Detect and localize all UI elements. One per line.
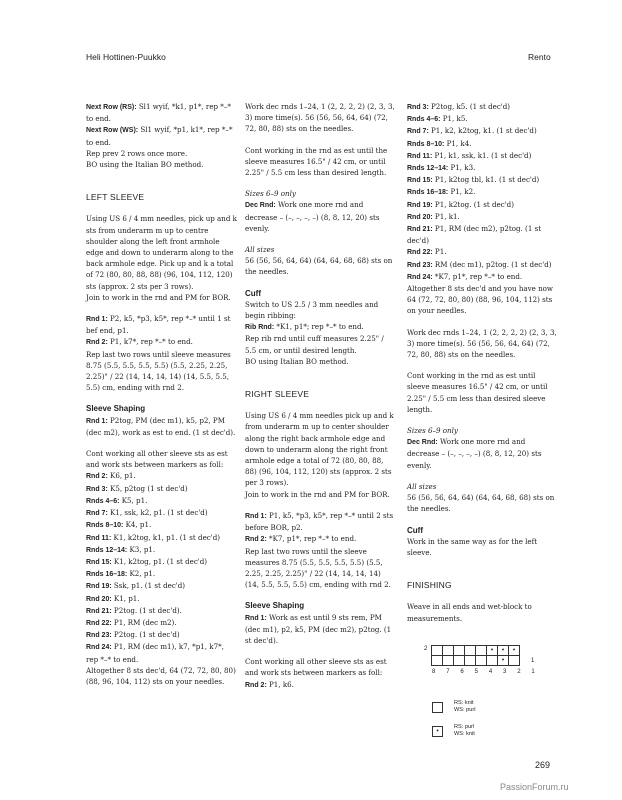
paragraph: Altogether 8 sts dec'd and you have now 64 (72, 72, 80, 80) (88, 96, 104, 112) sts on your needles. (407, 284, 553, 316)
chart-cell (454, 656, 465, 666)
paragraph: Switch to US 2.5 / 3 mm needles and begin ribbing: (245, 299, 379, 321)
size-note: All sizes (245, 245, 275, 255)
instruction-line: Rnd 7: K1, ssk, k2, p1. (1 st dec'd) (86, 508, 208, 518)
chart-cell (476, 646, 487, 656)
instruction-line: Rnds 12–14: P1, k3. (407, 163, 476, 173)
column-1 (86, 101, 238, 687)
paragraph: Rnd 2: P1, k6. (245, 679, 294, 689)
chart-column-numbers: 8 7 6 5 4 3 2 1 (432, 669, 540, 675)
paragraph: Next Row (WS): Sl1 wyif, *p1, k1*, rep *–* to end. (86, 125, 233, 147)
instruction-line: Rnd 23: P2tog. (1 st dec'd) (86, 630, 180, 640)
watermark: PassionForum.ru (500, 782, 569, 792)
paragraph: Cont working all other sleeve sts as est and work sts between markers as foll: (245, 657, 387, 678)
paragraph: Work in the same way as for the left sleeve. (407, 536, 538, 557)
paragraph: Rnd 1: P2tog, PM (dec m1), k5, p2, PM (dec m2), work as est to end. (1 st dec'd). (86, 415, 236, 437)
paragraph: Rnd 1: Work as est until 9 sts rem, PM (dec m1), p2, k5, PM (dec m2), p2tog. (1 st dec'd). (245, 612, 392, 645)
paragraph: Rnd 2: *K7, p1*, rep *–* to end. (245, 534, 357, 544)
instruction-line: Rnd 3: K5, p2tog (1 st dec'd) (86, 483, 188, 493)
chart-cell (432, 646, 443, 656)
instruction-line: Rnds 4–6: K5, p1. (86, 495, 148, 505)
chart-cell (432, 656, 443, 666)
paragraph: Join to work in the rnd and PM for BOR. (86, 292, 231, 302)
knit-symbol-box (432, 702, 443, 713)
column-3 (407, 101, 559, 624)
instruction-line: Rnds 8–10: P1, k4. (407, 138, 472, 148)
instruction-line: Rnds 16–18: K2, p1. (86, 569, 156, 579)
key-purl: RS: purl WS: knit (454, 724, 475, 737)
paragraph: Work dec rnds 1–24, 1 (2, 2, 2, 2) (2, 3, 3, 3) more time(s). 56 (56, 56, 64, 64) (72, 72, 80, 88) sts on the needles. (245, 102, 395, 134)
paragraph: Using US 6 / 4 mm needles pick up and k from underarm m up to center shoulder along the right back armhole edge and down to underarm along the right front armhole edge a total of 72 (80, 80, 88, 88) (96, 104, 112, 120) sts (approx. 2 sts per 3 rows). (245, 411, 394, 488)
instruction-line: Rnd 11: K1, k2tog, k1, p1. (1 st dec'd) (86, 532, 220, 542)
pattern-title: Rento (528, 52, 551, 62)
instruction-line: Rnd 19: P1, k2tog. (1 st dec'd) (407, 199, 514, 209)
instruction-line: Rnd 21: P1, RM (dec m2), p2tog. (1 st dec'd) (407, 224, 542, 246)
section-heading-left-sleeve: LEFT SLEEVE (86, 192, 145, 203)
instruction-line: Rnd 22: P1. (407, 247, 447, 257)
instruction-line: Rnd 24: *K7, p1*, rep *–* to end. (407, 271, 523, 281)
paragraph: Rnd 2: P1, k7*, rep *–* to end. (86, 337, 193, 347)
paragraph: Cont working in the rnd as est until sleeve measures 16.5" / 42 cm, or until 2.25" / 5.5 cm less than desired sleeve length. (407, 371, 548, 414)
instruction-line: Rnd 7: P1, k2, k2tog, k1. (1 st dec'd) (407, 126, 537, 136)
chart-row-label: 2 (424, 646, 428, 652)
subheading-sleeve-shaping: Sleeve Shaping (245, 601, 305, 611)
instruction-line: Rnd 3: P2tog, k5. (1 st dec'd) (407, 102, 511, 111)
instruction-line: Rnds 4–6: P1, k5. (407, 114, 468, 124)
purl-symbol-box: • (432, 726, 443, 737)
instruction-line: Rnd 22: P1, RM (dec m2). (86, 617, 177, 627)
chart-cell: • (509, 646, 520, 656)
size-note: All sizes (407, 481, 437, 491)
paragraph: Using US 6 / 4 mm needles, pick up and k sts from underarm m up to centre shoulder along the left front armhole edge and down to underarm along to the back armhole edge. Pick up and k a total of 72 (80, 80, 88, 88) (96, 104, 112, 120) sts (approx. 2 sts per 3 rows). (86, 214, 237, 291)
chart-cell (443, 656, 454, 666)
paragraph: Dec Rnd: Work one more rnd and decrease – (–, –, –, –) (8, 8, 12, 20) sts evenly. (245, 200, 380, 233)
instruction-line: Rnds 8–10: K4, p1. (86, 520, 152, 530)
chart-cell (443, 646, 454, 656)
chart-cell: • (498, 646, 509, 656)
subheading-sleeve-shaping: Sleeve Shaping (86, 404, 146, 414)
paragraph: Altogether 8 sts dec'd, 64 (72, 72, 80, 80) (88, 96, 104, 112) sts on your needles. (86, 665, 236, 686)
subheading-cuff: Cuff (245, 288, 261, 298)
instruction-line: Rnds 16–18: P1, k2. (407, 187, 476, 197)
paragraph: Rep last two rows until the sleeve measures 8.75 (5.5, 5.5, 5.5, 5.5) (5.5, 2.25, 2.25, 2.25)" / 22 (14, 14, 14, 14) (14, 5.5, 5.5, 5.5) cm, ending with rnd 2. (245, 546, 391, 590)
paragraph: Cont working all other sleeve sts as est and work sts between markers as foll: (86, 449, 228, 470)
chart-cell (476, 656, 487, 666)
size-note: Sizes 6–9 only (407, 426, 458, 436)
instruction-line: Rnds 12–14: K3, p1. (86, 544, 156, 554)
chart-cell (465, 646, 476, 656)
instruction-line: Rnd 11: P1, k1, ssk, k1. (1 st dec'd) (407, 150, 532, 160)
chart-cell (509, 656, 520, 666)
page-number: 269 (535, 760, 551, 770)
paragraph: Next Row (RS): Sl1 wyif, *k1, p1*, rep *–* to end. (86, 102, 231, 124)
paragraph: Join to work in the rnd and PM for BOR. (245, 489, 390, 499)
paragraph: Rep last two rows until sleeve measures 8.75 (5.5, 5.5, 5.5, 5.5) (5.5, 2.25, 2.25, 2.25)" / 22 (14, 14, 14, 14) (14, 5.5, 5.5, 5.5) cm, ending with rnd 2. (86, 349, 231, 393)
stitch-chart (431, 645, 520, 666)
paragraph: Cont working in the rnd as est until the sleeve measures 16.5" / 42 cm, or until 2.25" / 5.5 cm less than desired length. (245, 145, 388, 178)
paragraph: Rnd 1: P1, k5, *p3, k5*, rep *–* until 2 sts before BOR, p2. (245, 510, 394, 533)
instruction-line: Rnd 19: Ssk, p1. (1 st dec'd) (86, 581, 186, 591)
paragraph: Rnd 1: P2, k5, *p3, k5*, rep *–* until 1 st bef end, p1. (86, 314, 231, 336)
paragraph: Work dec rnds 1–24, 1 (2, 2, 2, 2) (2, 3, 3, 3) more time(s). 56 (56, 56, 64, 64) (72, 72, 80, 88) sts on the needles. (407, 327, 557, 360)
paragraph: Rep rib rnd until cuff measures 2.25" / 5.5 cm, or until desired length. (245, 334, 384, 355)
chart-cell (487, 656, 498, 666)
chart-cell: • (498, 656, 509, 666)
chart-row-label: 1 (531, 658, 535, 664)
instruction-line: Rnd 23: RM (dec m1), p2tog. (1 st dec'd) (407, 259, 552, 269)
section-heading-right-sleeve: RIGHT SLEEVE (245, 389, 310, 400)
paragraph: BO using Italian BO method. (245, 356, 349, 366)
chart-cell (454, 646, 465, 656)
author-name: Heli Hottinen-Puukko (86, 52, 166, 62)
paragraph: BO using the Italian BO method. (86, 160, 204, 170)
section-heading-finishing: FINISHING (407, 580, 452, 591)
instruction-line: Rnd 2: K6, p1. (86, 471, 136, 481)
column-2 (245, 101, 397, 691)
instruction-line: Rnd 20: K1, p1. (86, 593, 140, 603)
size-note: Sizes 6–9 only (245, 189, 296, 199)
paragraph: 56 (56, 56, 64, 64) (64, 64, 68, 68) sts on the needles. (245, 256, 393, 277)
subheading-cuff: Cuff (407, 525, 423, 535)
instruction-line: Rnd 20: P1, k1. (407, 211, 460, 221)
instruction-line: Rnd 21: P2tog. (1 st dec'd). (86, 605, 182, 615)
instruction-line: Rnd 24: P1, RM (dec m1), k7, *p1, k7*, rep *–* to end. (86, 642, 224, 664)
paragraph: Weave in all ends and wet-block to measurements. (407, 602, 532, 623)
paragraph: Rib Rnd: *K1, p1*; rep *–* to end. (245, 322, 364, 332)
key-knit: RS: knit WS: purl (454, 700, 476, 713)
paragraph: Rep prev 2 rows once more. (86, 148, 188, 158)
chart-cell: • (487, 646, 498, 656)
paragraph: Dec Rnd: Work one more rnd and decrease – (–, –, –, –) (8, 8, 12, 20) sts evenly. (407, 437, 542, 470)
instruction-line: Rnd 15: P1, k2tog tbl, k1. (1 st dec'd) (407, 175, 540, 185)
instruction-line: Rnd 15: K1, k2tog, p1. (1 st dec'd) (86, 556, 208, 566)
chart-cell (465, 656, 476, 666)
paragraph: 56 (56, 56, 64, 64) (64, 64, 68, 68) sts on the needles. (407, 493, 555, 514)
